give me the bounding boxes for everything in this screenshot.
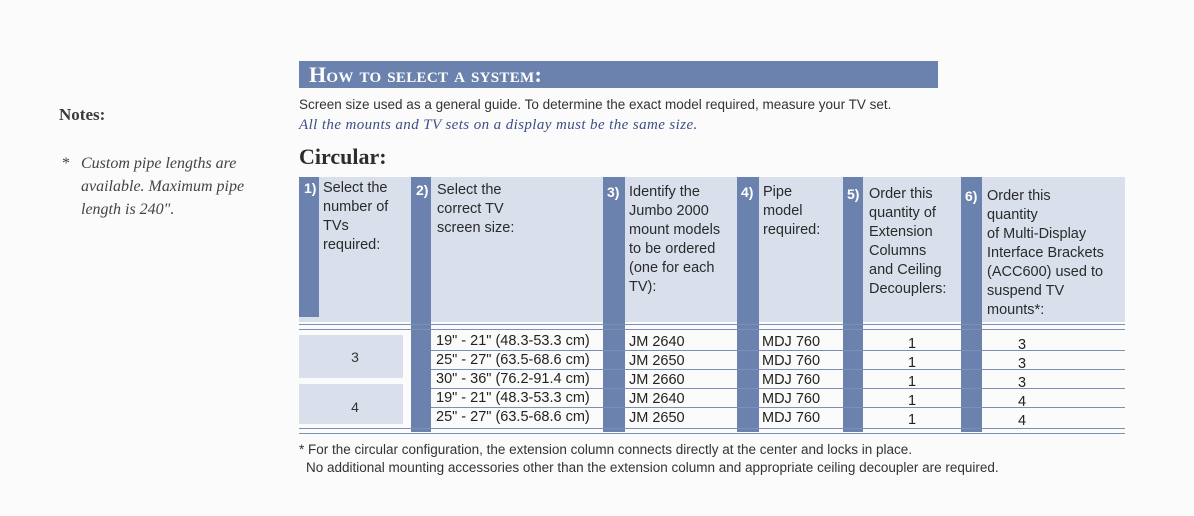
cell-pipe-model: MDJ 760 xyxy=(762,372,821,388)
cell-pipe-model: MDJ 760 xyxy=(762,410,821,426)
footnote xyxy=(299,441,1159,477)
cell-extension-qty: 1 xyxy=(907,336,917,352)
cell-bracket-qty: 3 xyxy=(1017,337,1027,353)
column-header-1: Select the number of TVs required: xyxy=(323,180,389,253)
cell-extension-qty: 1 xyxy=(907,355,917,371)
column-header-3: Identify the Jumbo 2000 mount models to be ordered (one for each TV): xyxy=(629,184,721,295)
table-top-rule xyxy=(299,324,1125,325)
intro-text: Screen size used as a general guide. To determine the exact model required, measure your TV set. xyxy=(299,97,892,112)
column-number-6: 6) xyxy=(965,188,978,204)
cell-pipe-model: MDJ 760 xyxy=(762,334,821,350)
cell-pipe-model: MDJ 760 xyxy=(762,391,821,407)
cell-extension-qty: 1 xyxy=(907,412,917,428)
cell-bracket-qty: 4 xyxy=(1017,394,1027,410)
cell-extension-qty: 1 xyxy=(907,374,917,390)
column-header-5: Order this quantity of Extension Columns and Ceiling Decouplers: xyxy=(869,186,947,297)
cell-mount-model: JM 2640 xyxy=(629,334,685,350)
column-number-5: 5) xyxy=(847,186,860,202)
tv-count-value: 3 xyxy=(351,349,359,365)
column-header-6: Order this quantity of Multi-Display Interface Brackets (ACC600) used to suspend TV mounts*: xyxy=(987,188,1104,318)
section-banner xyxy=(299,61,938,88)
table-bottom-rule-2 xyxy=(299,433,1125,434)
cell-mount-model: JM 2650 xyxy=(629,353,685,369)
notes-title: Notes: xyxy=(59,105,106,124)
tv-count-value: 4 xyxy=(351,399,359,415)
cell-screen-size: 25" - 27" (63.5-68.6 cm) xyxy=(436,409,590,425)
column-header-4: Pipe model required: xyxy=(763,184,821,238)
notes-text: Custom pipe lengths are available. Maximum pipe length is 240". xyxy=(81,155,245,218)
cell-mount-model: JM 2650 xyxy=(629,410,685,426)
column-bar-5 xyxy=(843,177,863,432)
column-header-2: Select the correct TV screen size: xyxy=(437,182,515,236)
column-number-2: 2) xyxy=(416,182,429,198)
notes-bullet: * xyxy=(62,155,70,172)
cell-screen-size: 19" - 21" (48.3-53.3 cm) xyxy=(436,333,590,349)
cell-screen-size: 25" - 27" (63.5-68.6 cm) xyxy=(436,352,590,368)
intro-italic-text: All the mounts and TV sets on a display must be the same size. xyxy=(299,117,698,133)
cell-bracket-qty: 4 xyxy=(1017,413,1027,429)
cell-bracket-qty: 3 xyxy=(1017,375,1027,391)
column-bar-3 xyxy=(603,177,625,432)
cell-mount-model: JM 2660 xyxy=(629,372,685,388)
cell-bracket-qty: 3 xyxy=(1017,356,1027,372)
column-number-4: 4) xyxy=(741,184,754,200)
table-top-rule-2 xyxy=(299,329,1125,330)
cell-pipe-model: MDJ 760 xyxy=(762,353,821,369)
footnote-line-1: * For the circular configuration, the extension column connects directly at the center and locks in place. xyxy=(299,442,913,457)
column-number-1: 1) xyxy=(304,180,317,196)
banner-title: How to select a system: xyxy=(309,62,543,87)
column-bar-2 xyxy=(411,177,431,432)
column-bar-1 xyxy=(299,177,319,317)
column-bar-6 xyxy=(961,177,982,432)
cell-screen-size: 30" - 36" (76.2-91.4 cm) xyxy=(436,371,590,387)
column-number-3: 3) xyxy=(607,184,620,200)
cell-screen-size: 19" - 21" (48.3-53.3 cm) xyxy=(436,390,590,406)
cell-mount-model: JM 2640 xyxy=(629,391,685,407)
section-title: Circular: xyxy=(299,144,387,169)
column-bar-4 xyxy=(737,177,759,432)
footnote-line-2: No additional mounting accessories other than the extension column and appropriate ceiling decoupler are required. xyxy=(306,460,999,475)
cell-extension-qty: 1 xyxy=(907,393,917,409)
